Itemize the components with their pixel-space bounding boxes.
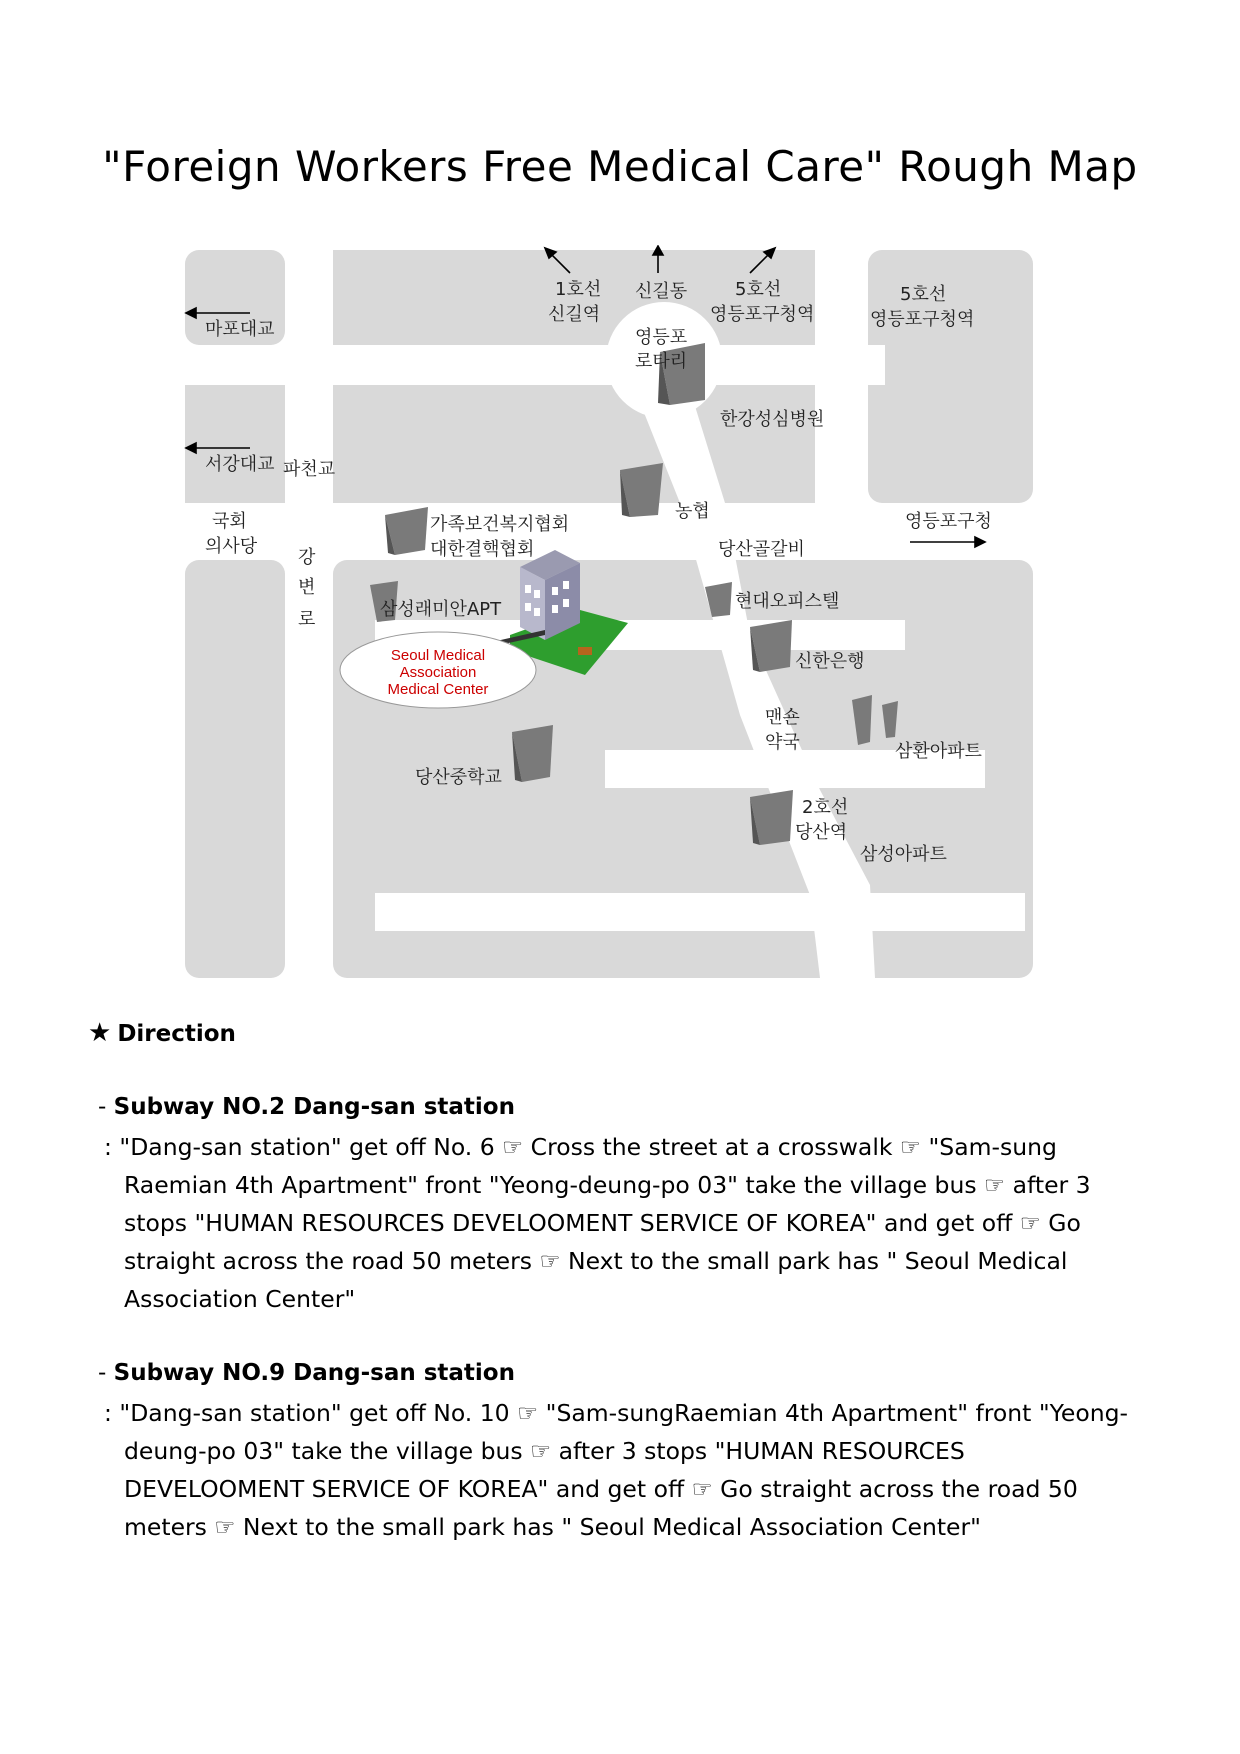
center-label-line1: Seoul Medical <box>390 647 486 664</box>
route-1-body: : "Dang-san station" get off No. 6 ☞ Cross the street at a crosswalk ☞ "Sam-sung Raemian 4th Apartment" front "Yeong-deung-po 03" take the village bus ☞ after 3 stops "HUMAN RESOURCES DEVELOOMENT SERVICE OF KOREA" and get off ☞ Go straight across the road 50 meters ☞ Next to the small park has " Seoul Medical Association Center" <box>104 1133 1091 1313</box>
label-family-a: 가족보건복지협회 <box>430 514 570 535</box>
label-line1-a: 1호선 <box>555 279 602 300</box>
label-nonghyup: 농협 <box>675 501 710 522</box>
label-samsung-apt: 삼성아파트 <box>860 844 947 865</box>
label-hyundai: 현대오피스텔 <box>735 591 840 612</box>
building-school-icon <box>512 725 553 782</box>
label-rotary-a: 영등포 <box>635 327 688 348</box>
label-singil: 신길동 <box>635 281 688 302</box>
route-2-body: : "Dang-san station" get off No. 10 ☞ "Sam-sungRaemian 4th Apartment" front "Yeong-deung-po 03" take the village bus ☞ after 3 stops "HUMAN RESOURCES DEVELOOMENT SERVICE OF KOREA" and get off ☞ Go straight across the road 50 meters ☞ Next to the small park has " Seoul Medical Association Center" <box>104 1399 1129 1541</box>
label-samsung-raemian: 삼성래미안APT <box>380 599 502 620</box>
building-family-icon <box>385 507 428 555</box>
center-label-line2: Association <box>399 664 477 681</box>
label-assembly-a: 국회 <box>212 511 247 532</box>
label-line5r-b: 영등포구청역 <box>870 309 975 330</box>
medical-center-callout <box>340 632 536 708</box>
road-bottom-inner <box>375 893 1025 931</box>
label-line5-a: 5호선 <box>735 279 782 300</box>
label-line2-b: 당산역 <box>795 822 848 843</box>
building-station-icon <box>750 790 793 845</box>
label-line5r-a: 5호선 <box>900 284 947 305</box>
label-rotary-b: 로타리 <box>635 351 688 372</box>
label-pharmacy-b: 약국 <box>765 732 800 753</box>
label-gangbyeon-1: 강 <box>298 547 316 568</box>
building-nonghyup-icon <box>620 463 663 517</box>
rough-map <box>180 245 1040 985</box>
block-left-mid <box>185 385 285 503</box>
route-1-title-text: Subway NO.2 Dang-san station <box>113 1094 515 1120</box>
label-line1-b: 신길역 <box>548 304 601 325</box>
label-line5-b: 영등포구청역 <box>710 304 815 325</box>
route-2-title-text: Subway NO.9 Dang-san station <box>113 1360 515 1386</box>
label-yeongdeungpo-office: 영등포구청 <box>905 511 992 532</box>
block-left-bottom <box>185 560 285 978</box>
direction-heading <box>88 1018 236 1048</box>
label-mapo: 마포대교 <box>205 319 275 340</box>
label-hangang-hospital: 한강성심병원 <box>720 409 825 430</box>
label-gangbyeon-2: 변 <box>298 577 316 598</box>
label-family-b: 대한결핵협회 <box>430 539 535 560</box>
label-samhwan: 삼환아파트 <box>895 741 982 762</box>
label-line2-a: 2호선 <box>802 797 849 818</box>
label-dangsan-school: 당산중학교 <box>415 767 502 788</box>
route-1-title: - Subway NO.2 Dang-san station <box>98 1094 515 1120</box>
center-label-line3: Medical Center <box>387 681 489 698</box>
route-1-text <box>104 1128 1134 1318</box>
label-gangbyeon-3: 로 <box>298 609 316 630</box>
road-top-horizontal <box>285 345 885 385</box>
label-pacheon: 파천교 <box>283 459 336 480</box>
label-assembly-b: 의사당 <box>205 536 258 557</box>
label-pharmacy-a: 맨숀 <box>765 707 800 728</box>
label-shinhan: 신한은행 <box>795 651 865 672</box>
route-2-text <box>104 1394 1134 1546</box>
label-dangsan-galbi: 당산골갈비 <box>718 539 805 560</box>
block-top-right <box>868 250 1033 503</box>
page-title: "Foreign Workers Free Medical Care" Rough Map <box>102 142 1138 191</box>
route-2-title: - Subway NO.9 Dang-san station <box>98 1360 515 1386</box>
building-shinhan-icon <box>750 620 792 672</box>
direction-heading-text: Direction <box>117 1021 236 1047</box>
label-seogang: 서강대교 <box>205 454 275 475</box>
star-icon: ★ <box>88 1018 112 1048</box>
